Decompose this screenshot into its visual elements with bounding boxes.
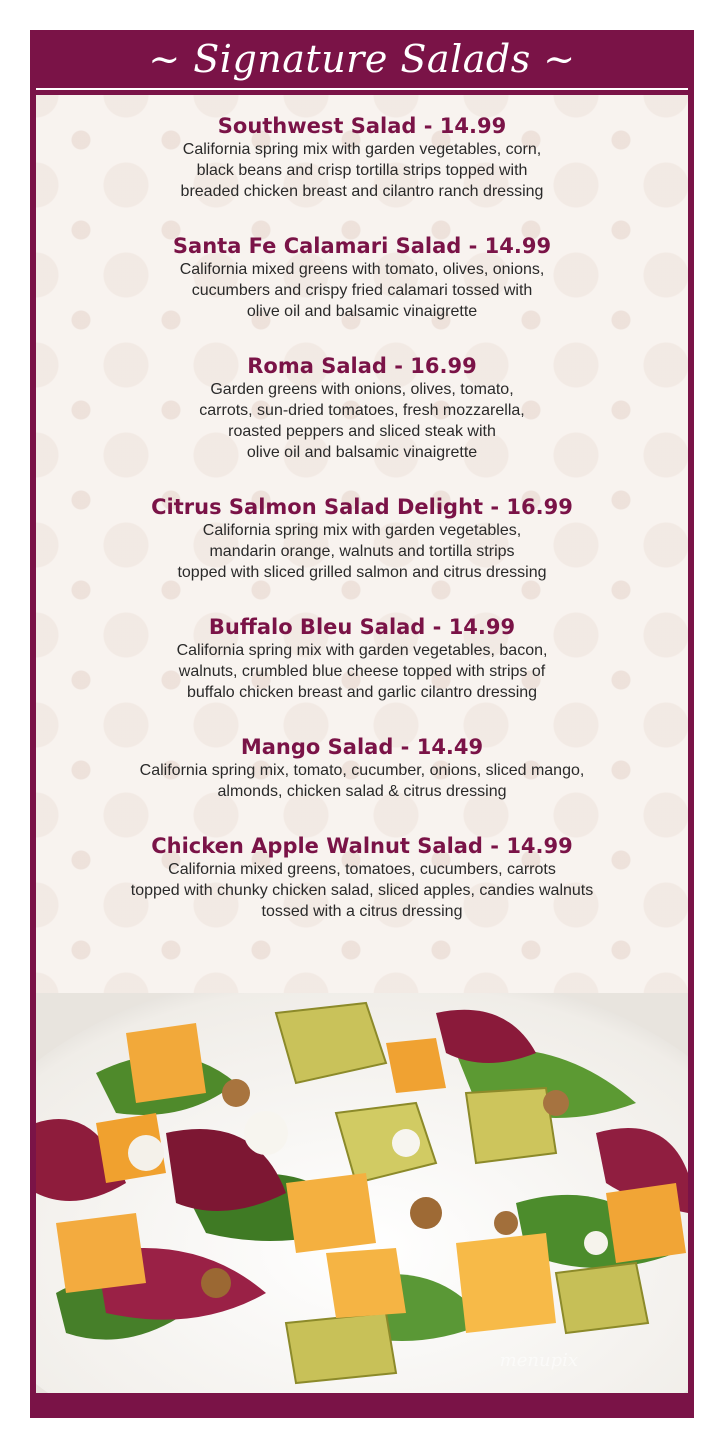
header-divider [36, 88, 688, 90]
title-separator: - [393, 735, 417, 759]
menu-item-title [42, 734, 682, 760]
menu-item-title [42, 614, 682, 640]
menu-item-description [42, 259, 682, 322]
description-line: olive oil and balsamic vinaigrette [246, 303, 478, 320]
menu-item-title [42, 233, 682, 259]
title-separator: - [425, 615, 449, 639]
title-separator: - [386, 354, 411, 378]
menu-item-price: 14.99 [506, 834, 573, 858]
menu-item [42, 494, 682, 583]
menu-item-name: Citrus Salmon Salad Delight [151, 495, 484, 519]
menu-item-name: Chicken Apple Walnut Salad [151, 834, 483, 858]
menu-item [42, 233, 682, 322]
menu-item-title [42, 113, 682, 139]
menu-item-price: 16.99 [410, 354, 477, 378]
salad-illustration [36, 993, 688, 1393]
menu-item-description [42, 139, 682, 202]
description-line: olive oil and balsamic vinaigrette [246, 444, 478, 461]
description-line: buffalo chicken breast and garlic cilantro dressing [186, 684, 538, 701]
menu-items-list [36, 113, 688, 953]
description-line: California spring mix with garden vegetables, corn, [182, 141, 542, 158]
header [30, 30, 694, 88]
description-line: roasted peppers and sliced steak with [228, 423, 496, 440]
description-line: carrots, sun-dried tomatoes, fresh mozzarella, [199, 402, 525, 419]
salad-photo [36, 993, 688, 1393]
watermark-text: menupix [499, 1350, 578, 1371]
menu-item-description [42, 520, 682, 583]
menu-item-price: 14.99 [448, 615, 516, 639]
menu-item [42, 833, 682, 922]
menu-frame [30, 30, 694, 1418]
menu-item-name: Santa Fe Calamari Salad [172, 234, 462, 258]
menu-item [42, 734, 682, 802]
menu-item-description [42, 640, 682, 703]
menu-item-name: Buffalo Bleu Salad [208, 615, 426, 639]
description-line: walnuts, crumbled blue cheese topped with strips of [178, 663, 546, 680]
menu-item-name: Southwest Salad [217, 114, 417, 138]
menu-item-price: 14.99 [484, 234, 552, 258]
description-line: topped with sliced grilled salmon and citrus dressing [177, 564, 547, 581]
description-line: California spring mix, tomato, cucumber, onions, sliced mango, [139, 762, 585, 779]
description-line: Garden greens with onions, olives, tomato, [210, 381, 514, 398]
menu-item-title [42, 833, 682, 859]
description-line: tossed with a citrus dressing [261, 903, 463, 920]
menu-item-price: 14.49 [416, 735, 484, 759]
title-separator: - [461, 234, 485, 258]
description-line: topped with chunky chicken salad, sliced apples, candies walnuts [130, 882, 594, 899]
description-line: cucumbers and crispy fried calamari tossed with [191, 282, 533, 299]
menu-item-title [42, 353, 682, 379]
menu-item-name: Roma Salad [247, 354, 387, 378]
page-title: ~ Signature Salads ~ [148, 37, 576, 81]
description-line: mandarin orange, walnuts and tortilla strips [209, 543, 515, 560]
title-separator: - [416, 114, 440, 138]
description-line: almonds, chicken salad & citrus dressing [217, 783, 507, 800]
menu-item [42, 353, 682, 463]
description-line: California spring mix with garden vegetables, [202, 522, 522, 539]
menu-item-price: 14.99 [439, 114, 507, 138]
menu-item-description [42, 760, 682, 802]
menu-item-description [42, 379, 682, 463]
menu-item-price: 16.99 [506, 495, 573, 519]
description-line: black beans and crisp tortilla strips topped with [196, 162, 528, 179]
title-separator: - [482, 834, 507, 858]
menu-panel [36, 95, 688, 993]
description-line: California mixed greens with tomato, olives, onions, [179, 261, 545, 278]
menu-item [42, 614, 682, 703]
title-separator: - [483, 495, 507, 519]
description-line: California mixed greens, tomatoes, cucumbers, carrots [168, 861, 556, 878]
menu-item-description [42, 859, 682, 922]
description-line: breaded chicken breast and cilantro ranch dressing [180, 183, 544, 200]
description-line: California spring mix with garden vegetables, bacon, [176, 642, 548, 659]
menu-item [42, 113, 682, 202]
menu-item-title [42, 494, 682, 520]
menu-item-name: Mango Salad [240, 735, 394, 759]
